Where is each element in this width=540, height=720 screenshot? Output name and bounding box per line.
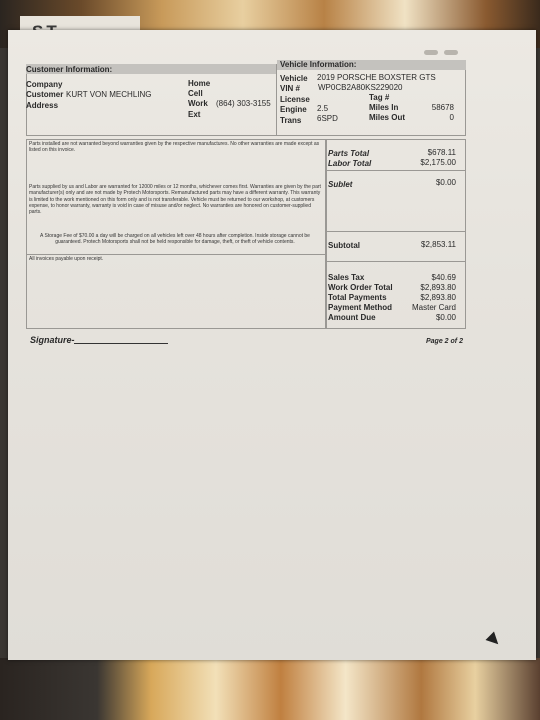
totals-divider (326, 170, 466, 171)
sublet-label: Sublet (328, 180, 353, 189)
amount-due-label: Amount Due (328, 313, 376, 322)
vehicle-value: 2019 PORSCHE BOXSTER GTS (317, 73, 436, 82)
labor-total-label: Labor Total (328, 159, 372, 168)
total-payments-label: Total Payments (328, 293, 387, 302)
work-order-total-value: $2,893.80 (420, 283, 456, 292)
vin-value: WP0CB2A80KS229020 (318, 83, 403, 92)
total-payments-value: $2,893.80 (420, 293, 456, 302)
totals-divider (326, 261, 466, 262)
background-bottom (0, 658, 540, 720)
parts-total-label: Parts Total (328, 149, 370, 158)
company-label: Company (26, 80, 63, 89)
punch-hole (444, 50, 458, 55)
amount-due-value: $0.00 (435, 313, 456, 322)
home-label: Home (188, 79, 211, 88)
ext-label: Ext (188, 110, 201, 119)
tag-label: Tag # (369, 93, 390, 102)
miles-out-value: 0 (449, 113, 454, 122)
subtotal-label: Subtotal (328, 241, 360, 250)
totals-divider (326, 231, 466, 232)
page-corner-arrow-icon (486, 632, 503, 649)
labor-total-value: $2,175.00 (420, 158, 456, 167)
punch-hole (424, 50, 438, 55)
subtotal-value: $2,853.11 (421, 240, 456, 249)
parts-total-value: $678.11 (427, 148, 456, 157)
engine-label: Engine (280, 105, 307, 114)
trans-label: Trans (280, 116, 302, 125)
customer-name: KURT VON MECHLING (66, 90, 152, 99)
sales-tax-value: $40.69 (431, 273, 456, 282)
customer-section-title: Customer Information: (26, 65, 113, 74)
signature-label: Signature- (30, 335, 75, 345)
cell-label: Cell (188, 89, 203, 98)
work-label: Work (188, 99, 208, 108)
storage-notice: A Storage Fee of $70.00 a day will be charged on all vehicles left over 48 hours after completion. Inside storage cannot be guaranteed. Protech Motorsports shall not be held responsible for damage, theft, or theft of vehicle contents. (40, 233, 310, 246)
header-divider (276, 64, 277, 136)
vehicle-section-title: Vehicle Information: (280, 60, 357, 69)
trans-value: 6SPD (317, 114, 338, 123)
invoice-page (8, 30, 536, 660)
vin-label: VIN # (280, 84, 301, 93)
payment-method-label: Payment Method (328, 303, 393, 312)
license-label: License (280, 95, 310, 104)
warranty-notice-2: Parts supplied by us and Labor are warranted for 12000 miles or 12 months, whichever comes first. Warranties are given by the part manufacturer(s) only and are not made by Protech Motorsports. Remanufactured parts may have a different warranty. This warranty is limited to the work mentioned on this form only and is not transferable. Vehicle must be returned to our workshop, at customers expense, to honor warranty, warranty is void in case of misuse and/or neglect. No warranties are honored on customer-supplied parts. (29, 184, 321, 216)
signature-line[interactable] (74, 343, 168, 344)
sublet-value: $0.00 (435, 178, 456, 187)
payable-notice: All invoices payable upon receipt. (29, 256, 104, 262)
warranty-notice-1: Parts installed are not warranted beyond warranties given by the respective manufactures. No other warranties are made except as listed on this invoice. (29, 141, 320, 154)
payment-method-value: Master Card (411, 303, 456, 312)
sales-tax-label: Sales Tax (328, 273, 365, 282)
miles-out-label: Miles Out (369, 113, 406, 122)
miles-in-label: Miles In (369, 103, 399, 112)
vehicle-label: Vehicle (280, 74, 308, 83)
miles-in-value: 58678 (431, 103, 454, 112)
address-label: Address (26, 101, 59, 110)
work-phone: (864) 303-3155 (216, 99, 271, 108)
engine-value: 2.5 (317, 104, 329, 113)
notes-box (26, 254, 326, 329)
page-number: Page 2 of 2 (426, 338, 463, 345)
customer-label: Customer (26, 90, 64, 99)
work-order-total-label: Work Order Total (328, 283, 393, 292)
